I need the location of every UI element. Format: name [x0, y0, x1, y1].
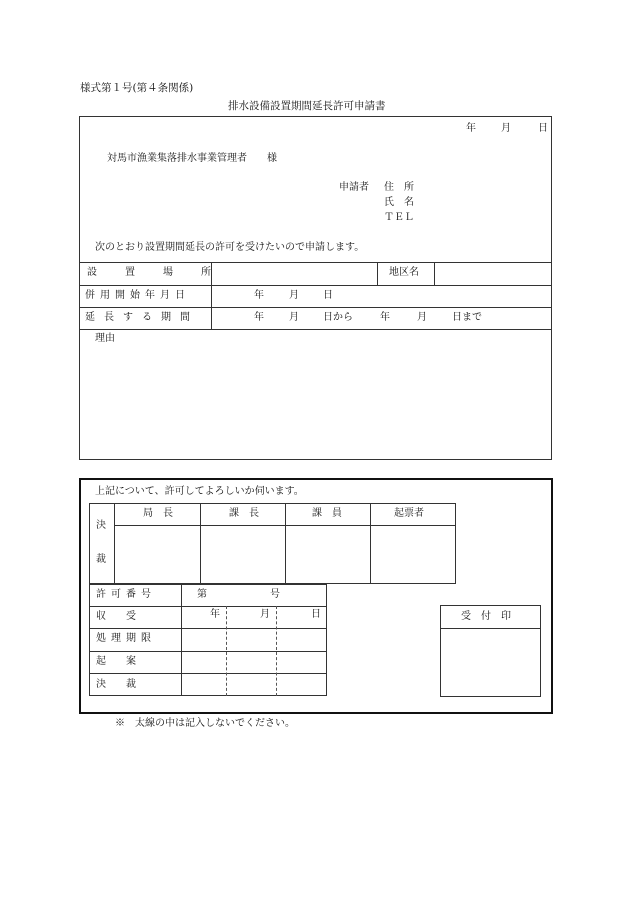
applicant-address-label: 住 所 [384, 182, 414, 193]
applicant-tel-label: ＴＥＬ [384, 212, 414, 223]
receipt-year: 年 [210, 609, 220, 620]
header-section-chief: 課 長 [229, 508, 259, 519]
date-year: 年 [466, 123, 476, 134]
approval-note: 上記について、許可してよろしいか伺います。 [95, 486, 304, 497]
district-label: 地区名 [389, 267, 419, 278]
application-form [79, 116, 552, 460]
start-month: 月 [289, 290, 299, 301]
date-month: 月 [501, 123, 511, 134]
ext-year-to: 年 [380, 312, 390, 323]
addressee: 対馬市漁業集落排水事業管理者 様 [107, 153, 277, 164]
applicant-label: 申請者 [339, 182, 369, 193]
permit-number-suffix: 号 [270, 589, 280, 600]
ext-month-to: 月 [417, 312, 427, 323]
form-number: 様式第１号(第４条関係) [80, 82, 194, 94]
footnote: ※ 太線の中は記入しないでください。 [115, 718, 295, 729]
header-staff: 課 員 [312, 508, 342, 519]
decision-label-2: 裁 [96, 554, 106, 565]
reason-label: 理由 [95, 333, 115, 344]
start-year: 年 [254, 290, 264, 301]
start-date-label: 併用開始年月日 [85, 290, 190, 301]
form-title: 排水設備設置期間延長許可申請書 [228, 100, 386, 112]
permit-number-label: 許可番号 [96, 589, 156, 600]
receipt-label: 収 受 [96, 611, 136, 622]
receipt-day: 日 [311, 609, 321, 620]
ext-month-from: 月 [289, 312, 299, 323]
applicant-name-label: 氏 名 [384, 197, 414, 208]
deadline-label: 処理期限 [96, 633, 156, 644]
reception-stamp-label: 受 付 印 [461, 611, 511, 622]
extension-period-label: 延長する期間 [85, 312, 199, 323]
start-day: 日 [323, 290, 333, 301]
ext-day-from: 日から [323, 312, 353, 323]
decision-label-1: 決 [96, 520, 106, 531]
header-director: 局 長 [143, 508, 173, 519]
ext-day-to: 日まで [452, 312, 482, 323]
date-day: 日 [538, 123, 548, 134]
location-label: 設 置 場 所 [87, 267, 220, 278]
district-field [435, 263, 551, 285]
draft-label: 起 案 [96, 656, 136, 667]
approval-label: 決 裁 [96, 679, 136, 690]
header-drafter: 起票者 [394, 508, 424, 519]
permit-number-prefix: 第 [197, 589, 207, 600]
location-field [212, 263, 377, 285]
ext-year-from: 年 [254, 312, 264, 323]
receipt-month: 月 [260, 609, 270, 620]
request-text: 次のとおり設置期間延長の許可を受けたいので申請します。 [95, 242, 365, 253]
